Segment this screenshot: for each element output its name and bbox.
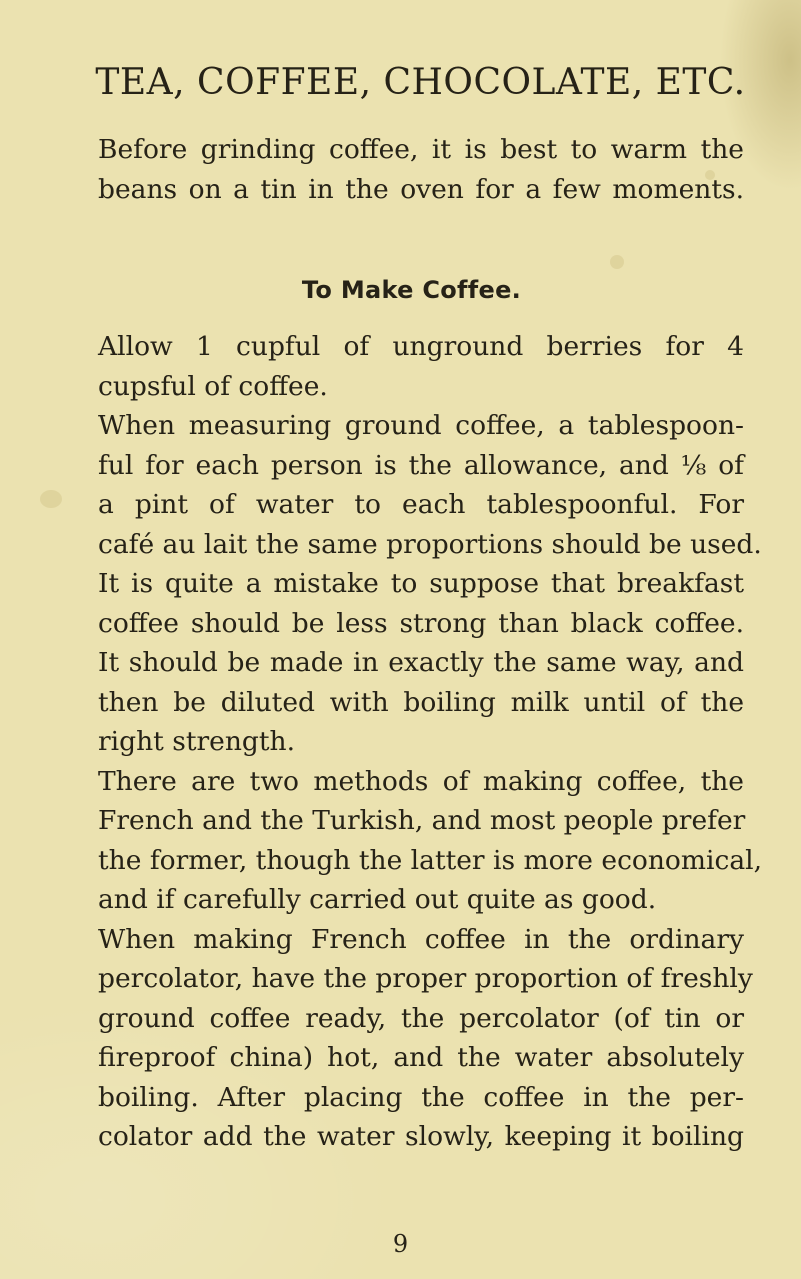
paper-stain: [40, 490, 62, 508]
text-line: French and the Turkish, and most people prefer: [98, 805, 746, 836]
text-line: cupsful of coffee.: [98, 370, 328, 402]
text-line: When measuring ground coffee, a tablespoon-: [98, 410, 744, 441]
text-line: coffee should be less strong than black coffee.: [98, 607, 744, 639]
text-line: When making French coffee in the ordinary: [98, 923, 744, 955]
text-line: It is quite a mistake to suppose that breakfast: [98, 568, 744, 599]
section-heading: To Make Coffee.: [301, 276, 522, 304]
text-line: then be diluted with boiling milk until of the: [98, 686, 744, 718]
text-line: ground coffee ready, the percolator (of tin or: [98, 1002, 744, 1034]
text-line: ful for each person is the allowance, and ⅛ of: [98, 449, 744, 481]
text-line: percolator, have the proper proportion of freshly: [98, 963, 753, 994]
intro-paragraph: [98, 130, 744, 209]
text-line: a pint of water to each tablespoonful. For: [98, 489, 744, 520]
text-line: There are two methods of making coffee, the: [98, 765, 744, 797]
text-line: café au lait the same proportions should be used.: [98, 528, 762, 560]
text-line: colator add the water slowly, keeping it boiling: [98, 1121, 744, 1152]
text-line: fireproof china) hot, and the water absolutely: [98, 1042, 744, 1073]
page-number: 9: [392, 1230, 409, 1258]
text-line: the former, though the latter is more economical,: [98, 844, 763, 876]
text-line: and if carefully carried out quite as good.: [98, 884, 657, 915]
running-head: TEA, COFFEE, CHOCOLATE, ETC.: [95, 62, 746, 103]
text-line: It should be made in exactly the same way, and: [98, 647, 744, 678]
text-line: right strength.: [98, 726, 296, 757]
body-text: [98, 327, 763, 1157]
text-line: Allow 1 cupful of unground berries for 4: [98, 331, 744, 362]
paper-stain: [610, 255, 624, 269]
text-line: boiling. After placing the coffee in the per-: [98, 1081, 744, 1113]
text-line: Before grinding coffee, it is best to warm the: [98, 134, 744, 165]
text-line: beans on a tin in the oven for a few moments.: [98, 173, 744, 205]
